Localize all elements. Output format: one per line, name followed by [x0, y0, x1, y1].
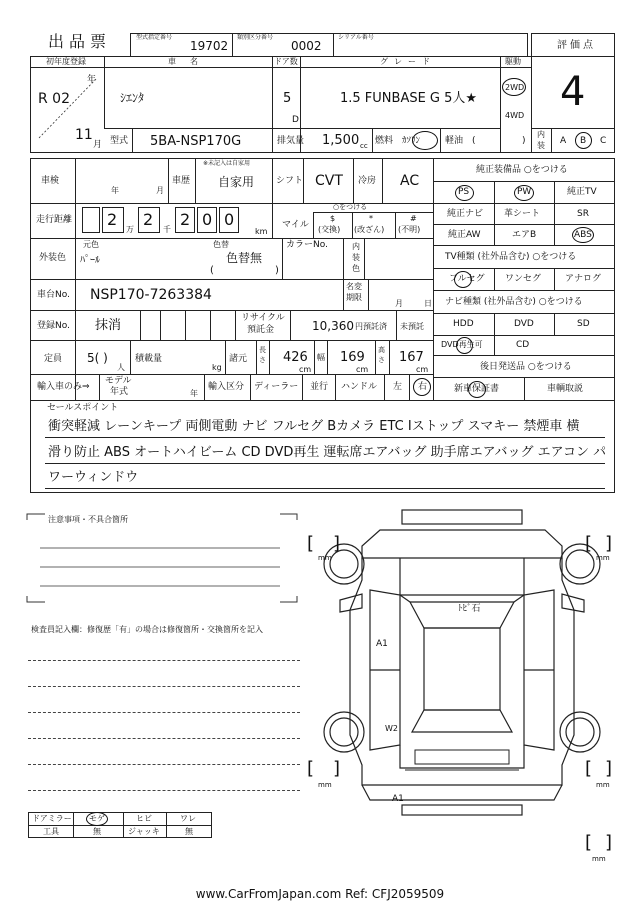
- inspector-line: [28, 660, 300, 661]
- height-unit: cm: [416, 365, 429, 374]
- mileage-digit: 2: [107, 210, 118, 229]
- displacement-label: 排気量: [277, 136, 305, 146]
- mileage-unit: km: [255, 227, 268, 236]
- mileage-dollar: $: [330, 214, 336, 223]
- registration-value: 抹消: [95, 318, 122, 333]
- load-label: 積載量: [135, 354, 163, 364]
- mileage-exchange: (交換): [318, 225, 341, 234]
- equip-ps: PS: [458, 187, 470, 197]
- chassis-value: NSP170-7263384: [90, 287, 212, 303]
- category-value: 0002: [291, 39, 322, 53]
- mileage-digit: 0: [202, 210, 213, 229]
- mm-fl: mm: [318, 554, 332, 562]
- bracket-rr-r: ]: [605, 758, 613, 779]
- fuel-label: 燃料: [375, 136, 394, 146]
- height-label-1: 高: [378, 346, 385, 354]
- color-no-label: カラーNo.: [286, 240, 328, 250]
- equip-pw: PW: [517, 187, 532, 197]
- car-name-label: 車名: [168, 57, 212, 66]
- mileage-digit: 2: [143, 210, 154, 229]
- drive-2wd-circle: [502, 78, 526, 96]
- handle-right: 右: [418, 382, 428, 392]
- recycle-unit: 円預託済: [355, 322, 387, 331]
- registration-label: 登録No.: [37, 321, 70, 331]
- navi-dvd-play: DVD再生可: [441, 340, 483, 349]
- width-label: 幅: [317, 353, 325, 362]
- length-unit: cm: [299, 365, 312, 374]
- car-damage-diagram: [300, 500, 630, 870]
- shaken-year-unit: 年: [111, 186, 119, 195]
- interior-c: C: [600, 136, 607, 146]
- history-value: 自家用: [218, 175, 255, 189]
- equip-abs: ABS: [574, 230, 592, 240]
- equip-navi: 純正ナビ: [447, 209, 484, 219]
- height-label-2: さ: [378, 356, 385, 364]
- shaken-label: 車検: [41, 176, 60, 186]
- bracket-fr-l: [: [585, 533, 593, 554]
- mileage-label: 走行距離: [36, 215, 73, 225]
- length-label-2: さ: [259, 356, 266, 364]
- grade-label: グレード: [380, 57, 436, 66]
- drive-2wd: 2WD: [505, 83, 525, 92]
- width-value: 169: [340, 350, 365, 365]
- mileage-digit-box: [82, 207, 100, 233]
- mirror-crack: ヒビ: [136, 814, 152, 823]
- dimensions-label: 諸元: [229, 354, 248, 364]
- model-year-label-2: 年式: [110, 387, 129, 397]
- equip-abs-circle: [572, 227, 594, 243]
- mm-rr: mm: [596, 781, 610, 789]
- doors-sub: D: [292, 115, 299, 125]
- bracket-spare-r: ]: [605, 832, 613, 853]
- first-reg-label: 初年度登録: [46, 57, 86, 66]
- equip-airbag: エアB: [512, 230, 537, 240]
- mileage-circle-note: ○をつける: [333, 203, 368, 211]
- first-reg-year: R 02: [38, 91, 70, 107]
- mileage-digit: 2: [180, 210, 191, 229]
- mileage-hash: #: [410, 214, 417, 223]
- jack-label: ジャッキ: [128, 827, 160, 836]
- footer-ref: www.CarFromJapan.com Ref: CFJ2059509: [195, 887, 445, 901]
- recycle-label-2: 預託金: [247, 325, 275, 335]
- mirror-label: ドアミラー: [32, 814, 72, 823]
- shift-label: シフト: [276, 176, 304, 186]
- interior-b-circle: [575, 132, 592, 149]
- shaken-month-unit: 月: [156, 186, 164, 195]
- repaint-label: 色替: [213, 240, 229, 249]
- inspector-line: [28, 712, 300, 713]
- tools-value: 無: [93, 827, 101, 836]
- month-unit: 月: [93, 140, 103, 150]
- caution-label: 注意事項・不具合箇所: [48, 515, 128, 524]
- interior-color-label-1: 内: [352, 242, 360, 251]
- sales-point-line: 滑り防止 ABS オートハイビーム CD DVD再生 運転席エアバッグ 助手席エアバッグ エアコン パ: [48, 445, 607, 460]
- sales-point-line: 衝突軽減 レーンキープ 両側電動 ナビ フルセグ Bカメラ ETC Iストップ スマキー 禁煙車 横: [48, 419, 580, 434]
- repaint-value: 色替無: [226, 251, 263, 265]
- grade-points-value: 4: [560, 69, 586, 115]
- navi-hdd: HDD: [453, 319, 474, 329]
- handle-label: ハンドル: [341, 382, 378, 392]
- bracket-fl-r: ]: [333, 533, 341, 554]
- first-reg-month: 11: [75, 127, 93, 143]
- displacement-unit: cc: [360, 142, 368, 150]
- mark-a1-left: A1: [376, 639, 388, 649]
- mark-w2: W2: [385, 724, 398, 733]
- mirror-loose-circle: [86, 812, 108, 826]
- doors-label: ドア数: [274, 57, 298, 66]
- mileage-mile: マイル: [282, 220, 309, 230]
- category-label: 類別区分番号: [237, 34, 274, 41]
- equip-sr: SR: [577, 209, 589, 219]
- docs-header: 後日発送品 ○をつける: [480, 362, 572, 372]
- tv-fullseg-circle: [454, 271, 472, 288]
- genuine-header: 純正装備品 ○をつける: [476, 165, 568, 175]
- bracket-rl-l: [: [307, 758, 315, 779]
- original-color-value: ﾊﾟｰﾙ: [80, 255, 100, 266]
- grade-value: 1.5 FUNBASE G 5人★: [340, 91, 478, 106]
- interior-label-1: 内: [537, 130, 545, 139]
- mark-a1-rear: A1: [392, 794, 404, 804]
- equip-tv: 純正TV: [567, 187, 597, 197]
- length-value: 426: [283, 350, 308, 365]
- equip-leather: 革シート: [504, 209, 541, 219]
- navi-dvd: DVD: [514, 319, 534, 329]
- year-unit: 年: [87, 75, 97, 85]
- tv-fullseg: フルセグ: [449, 274, 485, 284]
- jack-value: 無: [185, 827, 193, 836]
- color-label: 外装色: [39, 253, 67, 263]
- bracket-spare-l: [: [585, 832, 593, 853]
- docs-warranty: 新車保証書: [454, 384, 500, 394]
- import-type-label: 輸入区分: [208, 382, 245, 392]
- caution-box: [25, 512, 300, 612]
- light-oil-paren-r: ): [522, 136, 526, 146]
- equip-aw: 純正AW: [448, 230, 481, 240]
- model-year-unit: 年: [190, 389, 198, 398]
- ac-label: 冷房: [358, 176, 377, 186]
- length-label-1: 長: [259, 346, 266, 354]
- term-label-1: 名変: [346, 282, 362, 291]
- ac-value: AC: [400, 173, 420, 189]
- inspector-label: 検査員記入欄：修復歴「有」の場合は修復箇所・交換箇所を記入: [31, 625, 263, 634]
- equip-ps-circle: [455, 185, 474, 201]
- load-unit: kg: [212, 363, 222, 372]
- chassis-label: 車台No.: [37, 290, 70, 300]
- tv-header: TV種類 (社外品含む) ○をつける: [445, 252, 577, 262]
- drive-4wd: 4WD: [505, 111, 525, 120]
- capacity-value: 5( ): [87, 351, 108, 365]
- form-title: 出品票: [48, 32, 112, 51]
- inspector-line: [28, 764, 300, 765]
- history-note: ※未記入は自家用: [203, 160, 251, 167]
- drive-label: 駆動: [505, 57, 521, 66]
- sales-point-line: ワーウィンドウ: [48, 470, 139, 485]
- bracket-fl-l: [: [307, 533, 315, 554]
- history-label: 車歴: [172, 176, 191, 186]
- interior-a: A: [560, 136, 567, 146]
- mileage-digit: 0: [224, 210, 235, 229]
- grade-points-label: 評価点: [557, 40, 596, 51]
- term-day-unit: 日: [424, 299, 432, 308]
- mileage-star: *: [369, 214, 373, 223]
- docs-warranty-circle: [468, 381, 486, 398]
- interior-label-2: 装: [537, 141, 545, 150]
- import-label: 輸入車のみ⇒: [37, 382, 90, 392]
- capacity-label: 定員: [44, 354, 63, 364]
- handle-right-circle: [413, 378, 431, 396]
- bracket-rr-l: [: [585, 758, 593, 779]
- navi-cd: CD: [516, 340, 530, 350]
- model-cert-value: 19702: [190, 39, 229, 53]
- model-year-label-1: モデル: [105, 376, 132, 386]
- serial-label: シリアル番号: [338, 34, 374, 41]
- handle-left: 左: [393, 382, 403, 392]
- mark-windshield-chip: ﾄﾋﾞ石: [458, 604, 481, 614]
- height-value: 167: [399, 350, 424, 365]
- equip-pw-circle: [514, 185, 534, 201]
- interior-color-label-2: 装: [352, 253, 360, 262]
- mm-rl: mm: [318, 781, 332, 789]
- fuel-value: ｶｿﾘﾝ: [402, 136, 421, 146]
- mirror-break: ワレ: [180, 814, 196, 823]
- mm-spare: mm: [592, 855, 606, 863]
- light-oil-paren-l: (: [472, 136, 476, 146]
- bracket-fr-r: ]: [605, 533, 613, 554]
- recycle-value: 10,360: [312, 319, 354, 333]
- repaint-paren-l: (: [210, 265, 214, 276]
- import-dealer: ディーラー: [254, 382, 299, 392]
- interior-color-label-3: 色: [352, 264, 360, 273]
- displacement-value: 1,500: [322, 133, 360, 148]
- navi-header: ナビ種類 (社外品含む) ○をつける: [445, 297, 583, 307]
- capacity-unit: 人: [117, 363, 125, 372]
- term-label-2: 期限: [346, 293, 362, 302]
- recycle-label-1: リサイクル: [241, 313, 285, 323]
- tools-label: 工具: [43, 827, 59, 836]
- mileage-man: 万: [126, 225, 134, 234]
- width-unit: cm: [356, 365, 369, 374]
- mileage-altered: (改ざん): [354, 225, 385, 234]
- sales-points-label: セールスポイント: [47, 403, 119, 413]
- mileage-unknown: (不明): [398, 225, 421, 234]
- recycle-unpaid: 未預託: [400, 322, 424, 331]
- inspector-line: [28, 738, 300, 739]
- interior-b: B: [580, 136, 587, 146]
- tv-oneseg: ワンセグ: [505, 274, 542, 284]
- tv-analog: アナログ: [565, 274, 602, 284]
- car-name: ｼｴﾝﾀ: [120, 91, 145, 105]
- navi-sd: SD: [577, 319, 590, 329]
- inspector-line: [28, 790, 300, 791]
- term-month-unit: 月: [395, 299, 403, 308]
- shift-value: CVT: [315, 173, 343, 189]
- original-color-label: 元色: [83, 240, 99, 249]
- mirror-loose: モゲ: [89, 814, 105, 823]
- fuel-circle: [412, 131, 438, 150]
- import-parallel: 並行: [310, 382, 329, 392]
- mileage-sen: 千: [163, 225, 171, 234]
- docs-manual: 車輌取説: [547, 384, 584, 394]
- bracket-rl-r: ]: [333, 758, 341, 779]
- mm-fr: mm: [596, 554, 610, 562]
- model-cert-label: 型式指定番号: [136, 34, 173, 41]
- inspector-line: [28, 686, 300, 687]
- navi-dvd-play-circle: [456, 337, 473, 354]
- model-value: 5BA-NSP170G: [150, 134, 242, 149]
- light-oil-label: 軽油: [445, 136, 464, 146]
- repaint-paren-r: ): [275, 265, 279, 276]
- doors-value: 5: [283, 91, 292, 106]
- model-label: 型式: [110, 136, 129, 146]
